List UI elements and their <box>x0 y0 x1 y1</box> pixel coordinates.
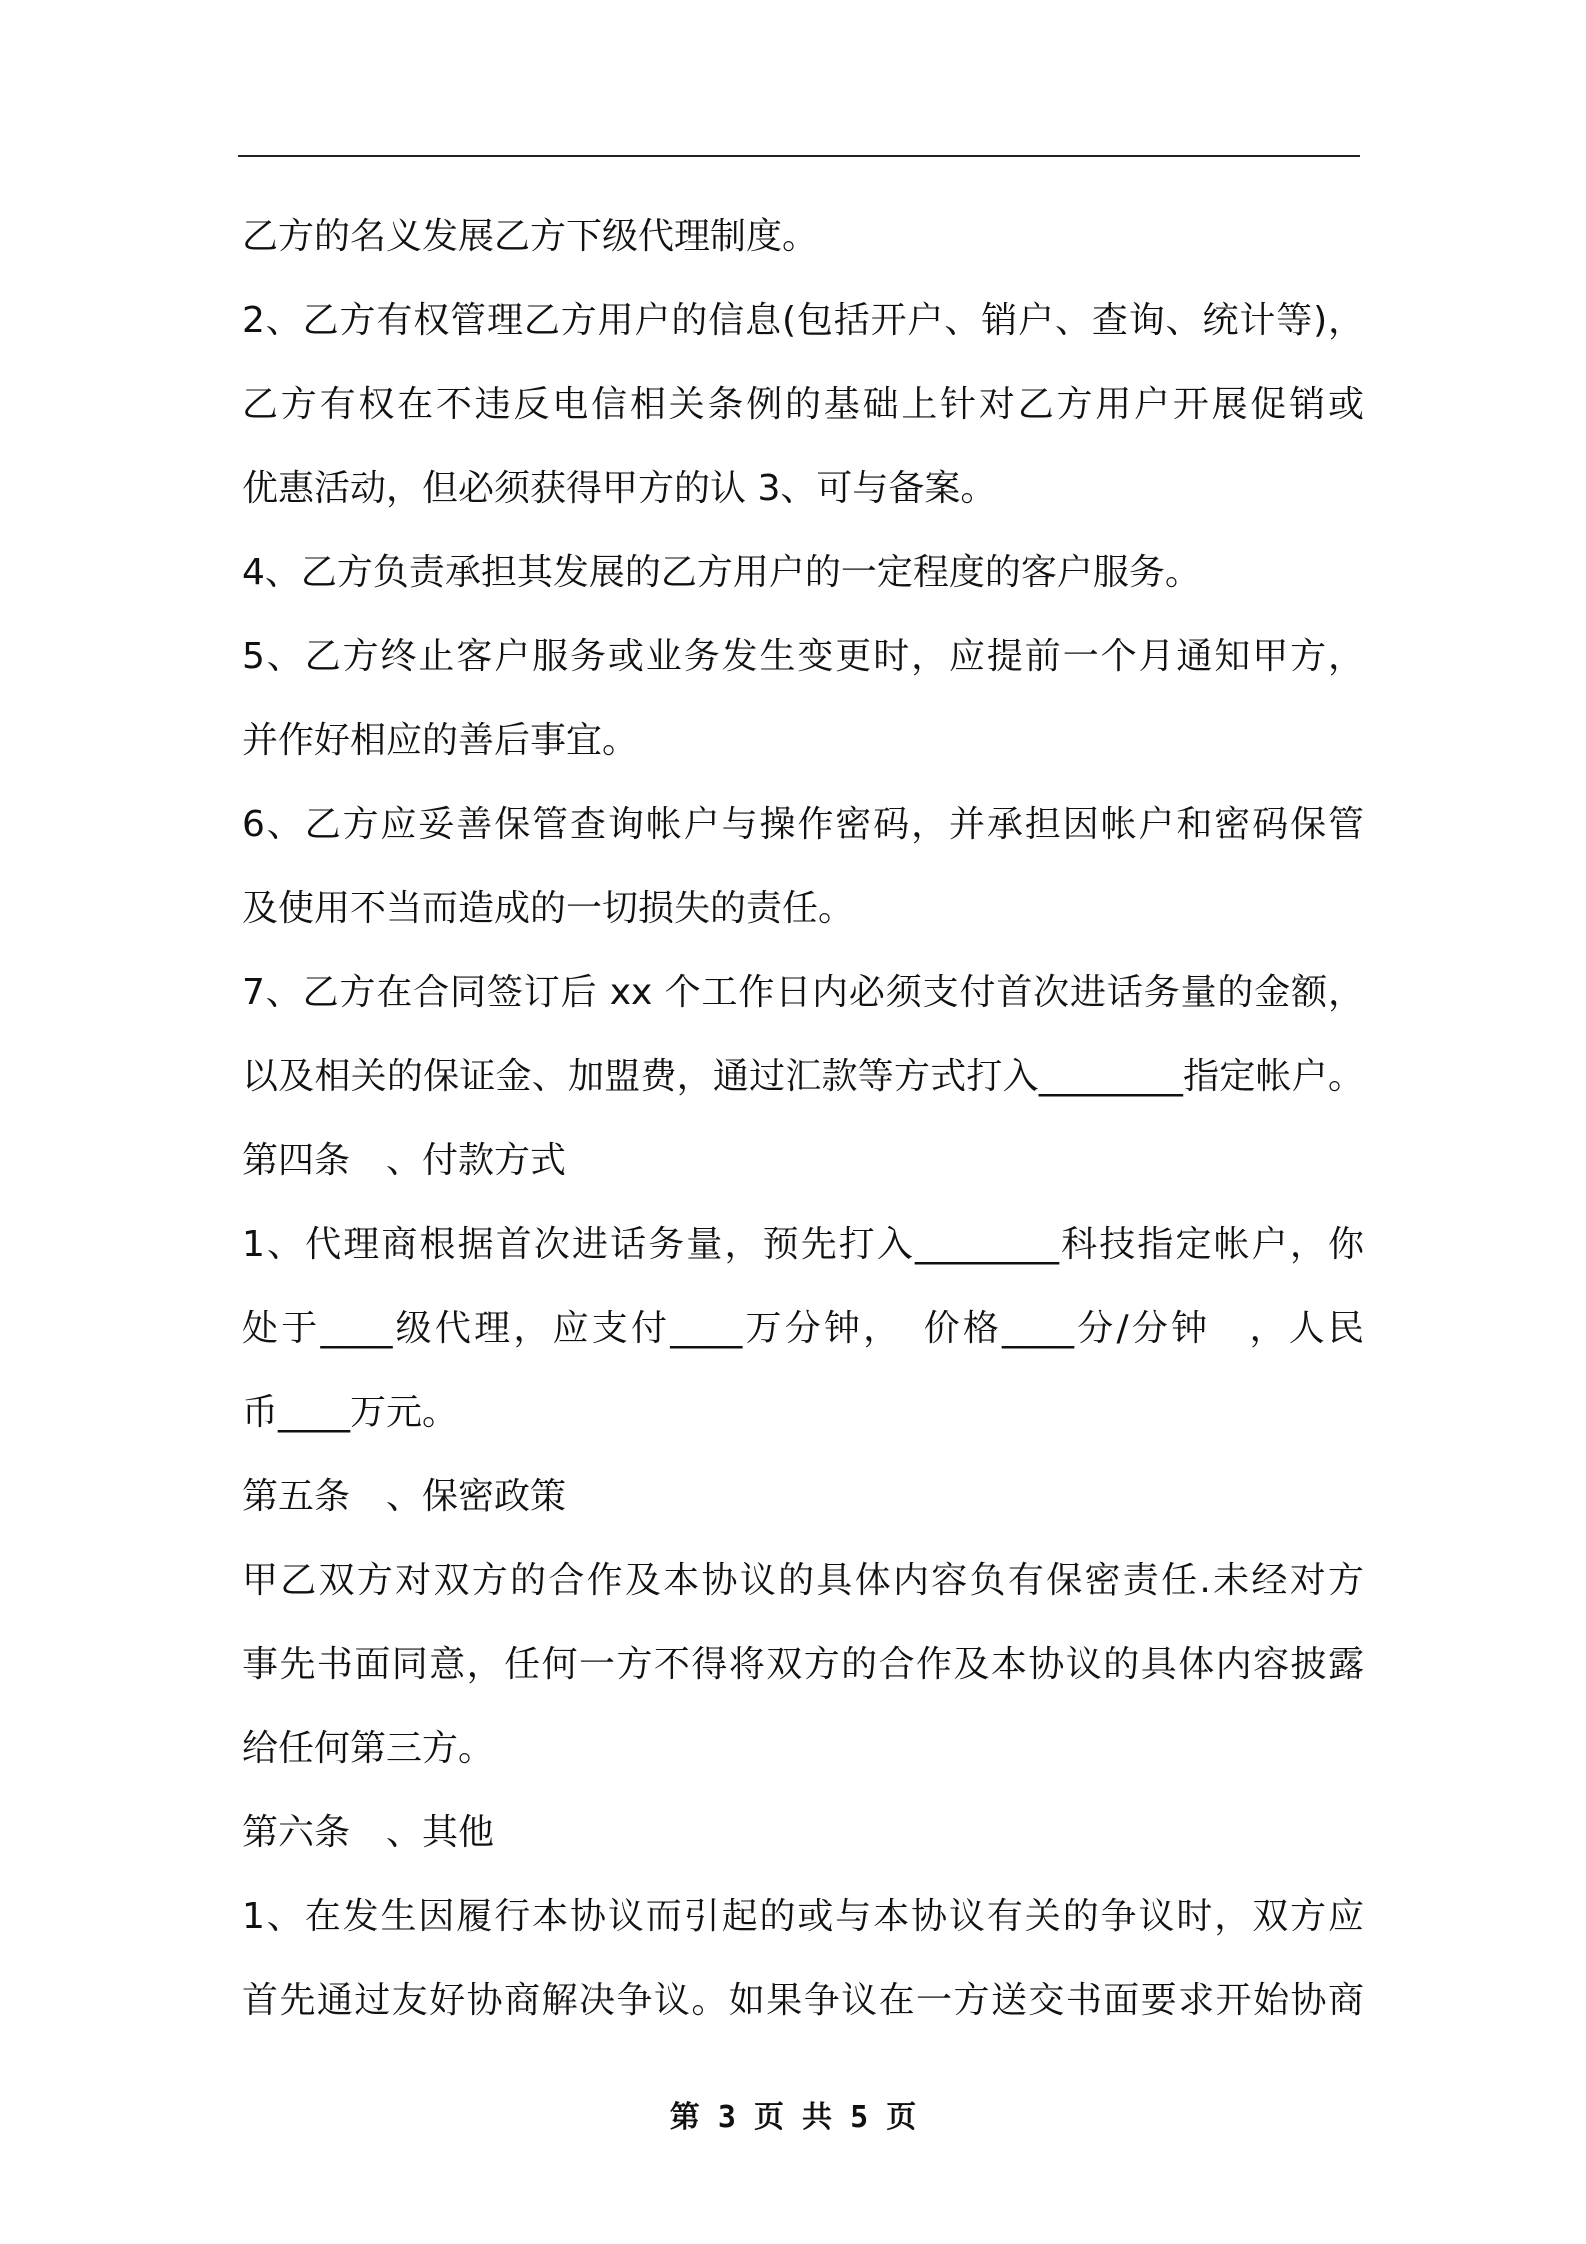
text-line: 5、乙方终止客户服务或业务发生变更时，应提前一个月通知甲方， <box>242 636 1364 677</box>
text-line: 7、乙方在合同签订后 xx 个工作日内必须支付首次进话务量的金额， <box>242 972 1364 1013</box>
text-line: 乙方有权在不违反电信相关条例的基础上针对乙方用户开展促销或 <box>242 384 1364 425</box>
text-line: 及使用不当而造成的一切损失的责任。 <box>242 888 855 929</box>
text-line: 1、代理商根据首次进话务量，预先打入________科技指定帐户，你 <box>242 1224 1364 1265</box>
document-body <box>242 195 1364 2043</box>
text-line: 4、乙方负责承担其发展的乙方用户的一定程度的客户服务。 <box>242 552 1201 593</box>
page-number: 第 3 页 共 5 页 <box>669 2100 917 2135</box>
text-line: 给任何第三方。 <box>242 1728 495 1769</box>
text-line: 乙方的名义发展乙方下级代理制度。 <box>242 216 819 257</box>
text-line: 首先通过友好协商解决争议。如果争议在一方送交书面要求开始协商 <box>242 1980 1364 2021</box>
text-line: 2、乙方有权管理乙方用户的信息(包括开户、销户、查询、统计等)， <box>242 300 1364 341</box>
text-line: 第六条 、其他 <box>242 1812 495 1853</box>
text-line: 优惠活动，但必须获得甲方的认 3、可与备案。 <box>242 468 997 509</box>
text-line: 处于____级代理，应支付____万分钟， 价格____分/分钟 ，人民 <box>242 1308 1364 1349</box>
text-line: 以及相关的保证金、加盟费，通过汇款等方式打入________指定帐户。 <box>242 1056 1364 1097</box>
text-line: 6、乙方应妥善保管查询帐户与操作密码，并承担因帐户和密码保管 <box>242 804 1364 845</box>
text-line: 事先书面同意，任何一方不得将双方的合作及本协议的具体内容披露 <box>242 1644 1364 1685</box>
text-line: 第五条 、保密政策 <box>242 1476 567 1517</box>
text-line: 币____万元。 <box>242 1392 459 1433</box>
text-line: 甲乙双方对双方的合作及本协议的具体内容负有保密责任.未经对方 <box>242 1560 1364 1601</box>
text-line: 第四条 、付款方式 <box>242 1140 567 1181</box>
text-line: 1、在发生因履行本协议而引起的或与本协议有关的争议时，双方应 <box>242 1896 1364 1937</box>
text-line: 并作好相应的善后事宜。 <box>242 720 639 761</box>
header-rule <box>238 155 1360 157</box>
